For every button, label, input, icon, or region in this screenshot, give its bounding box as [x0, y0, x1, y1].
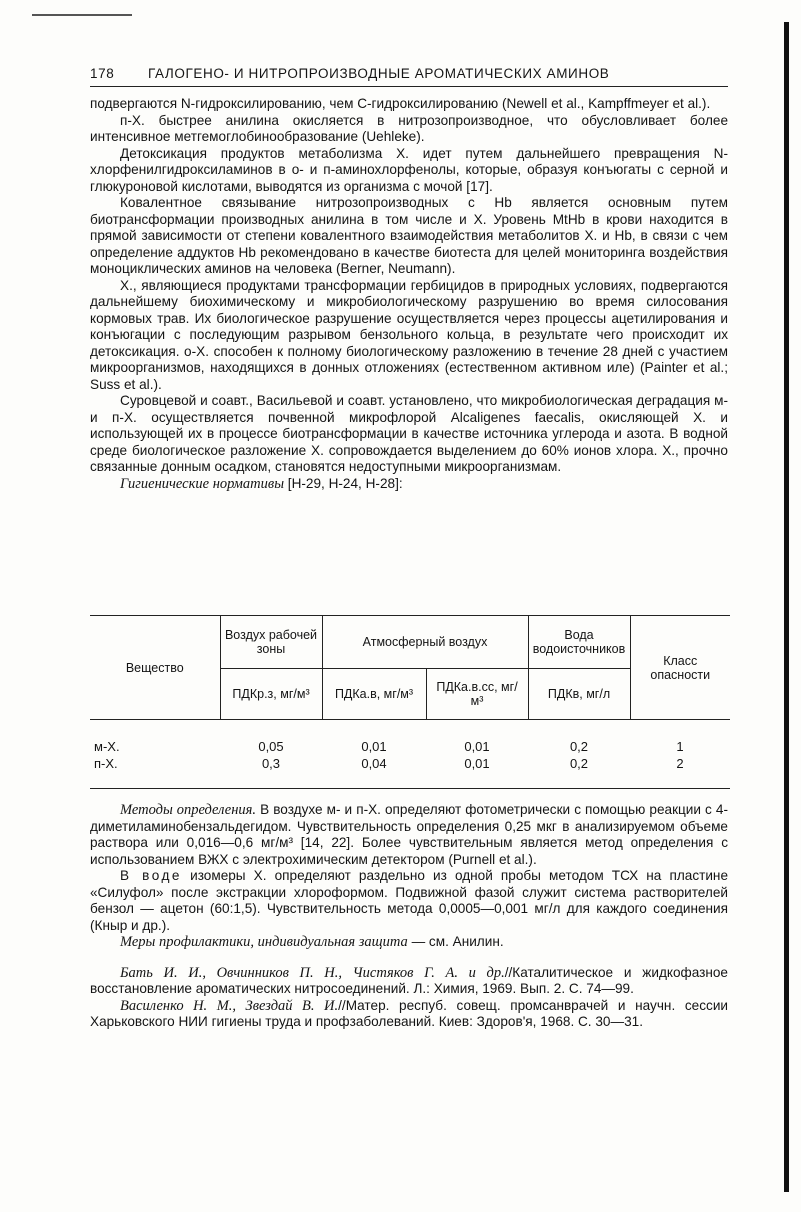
cell-hazard: 2	[630, 755, 730, 789]
norms-refs: [Н-29, Н-24, Н-28]:	[287, 475, 403, 491]
scan-edge-shadow	[784, 22, 789, 1192]
cell-atm-mr: 0,01	[361, 739, 387, 754]
cell-work: 0,05	[258, 739, 284, 754]
cell-work: 0,3	[220, 755, 322, 789]
col-atm-air: Атмосферный воздух	[322, 616, 528, 669]
table-row	[90, 755, 730, 789]
col-substance: Вещество	[90, 616, 220, 720]
reference-item	[90, 965, 728, 998]
paragraph: п-Х. быстрее анилина окисляется в нитрозопроизводное, что обусловливает более интенсивное метгемоглобинообразование (Uehleke).	[90, 112, 728, 144]
running-title: ГАЛОГЕНО- И НИТРОПРОИЗВОДНЫЕ АРОМАТИЧЕСКИХ АМИНОВ	[148, 66, 610, 81]
reference-text: //Каталитическое и жидкофазное восстановление ароматических нитросоединений. Л.: Химия, 1969. Вып. 2. С. 74—99.	[90, 964, 728, 996]
methods-title: Методы определения.	[120, 802, 257, 818]
page-number: 178	[90, 66, 115, 81]
methods-text: В воздухе м- и п-Х. определяют фотометрически с помощью реакции с 4-диметиламинобензальдегидом. Чувствительность определения 0,25 мкг в анализируемом объеме раствора или 0,016—0,6 мг/м³ [14, 22]. Более чувствительным является метод определения с использованием ВЖХ с электрохимическим детектором (Purnell et al.).	[90, 802, 728, 867]
cell-atm-ss: 0,01	[464, 739, 490, 754]
reference-authors: Бать И. И., Овчинников П. Н., Чистяков Г. А. и др.	[120, 964, 505, 981]
water-word: В воде	[120, 868, 182, 883]
cell-water: 0,2	[528, 755, 630, 789]
col-work-air: Воздух рабочей зоны	[220, 616, 322, 669]
cell-atm-mr: 0,04	[322, 755, 426, 789]
cell-substance: м-Х.	[94, 739, 120, 754]
norms-title: Гигиенические нормативы	[120, 475, 285, 492]
col-hazard-class: Класс опасности	[630, 616, 730, 720]
header-rule	[90, 86, 728, 87]
sub-atm-mr: ПДКа.в, мг/м³	[322, 669, 426, 720]
cell-water: 0,2	[569, 739, 589, 754]
cell-substance: п-Х.	[90, 755, 220, 789]
paragraph: подвергаются N-гидроксилированию, чем С-гидроксилированию (Newell et al., Kampffmeyer et al.).	[90, 96, 711, 111]
hygiene-norms-table	[90, 615, 730, 789]
reference-authors: Василенко Н. М., Звездай В. И.	[120, 997, 339, 1014]
prevention-title: Меры профилактики, индивидуальная защита	[120, 934, 408, 950]
sub-water: ПДКв, мг/л	[528, 669, 630, 720]
cell-hazard: 1	[676, 739, 684, 754]
col-water: Вода водоисточников	[528, 616, 630, 669]
paragraph: Х., являющиеся продуктами трансформации гербицидов в природных условиях, подвергаются дальнейшему биохимическому и микробиологическому разрушению во время силосования кормовых трав. Их биологическое разрушение осуществляется через процессы ацетилирования и конъюгации с последующим разрывом бензольного кольца, в результате чего происходит их детоксикация. о-Х. способен к полному биологическому разложению в течение 28 дней с участием микроорганизмов, находящихся в донных отложениях (естественном активном иле) (Painter et al.; Suss et al.).	[90, 277, 728, 392]
running-header	[90, 66, 730, 88]
sub-work: ПДКр.з, мг/м³	[220, 669, 322, 720]
main-text	[90, 96, 728, 492]
norms-heading	[90, 476, 728, 493]
water-paragraph	[90, 868, 728, 934]
reference-text: //Матер. респуб. совещ. промсанврачей и научн. сессии Харьковского НИИ гигиены труда и профзаболеваний. Киев: Здоров'я, 1968. С. 30—31.	[90, 997, 729, 1029]
prevention-paragraph	[90, 934, 728, 951]
paragraph: Суровцевой и соавт., Васильевой и соавт. установлено, что микробиологическая деградация м- и п-Х. осуществляется почвенной микрофлорой Alcaligenes faecalis, окисляющей Х. и использующей их в процессе биотрансформации в качестве источника углерода и азота. В водной среде биологическое разложение Х. сопровождается выделением до 60% ионов хлора. Х., прочно связанные донным осадком, становятся недоступными микроорганизмам.	[90, 393, 728, 474]
paragraph: Детоксикация продуктов метаболизма Х. идет путем дальнейшего превращения N-хлорфенилгидроксиламинов в о- и п-аминохлорфенолы, которые, образуя конъюгаты с серной и глюкуроновой кислотами, выводятся из организма с мочой [17].	[90, 145, 728, 194]
water-text: изомеры Х. определяют раздельно из одной пробы методом ТСХ на пластине «Силуфол» после экстракции хлороформом. Подвижной фазой служит система растворителей бензол — ацетон (60:1,5). Чувствительность метода 0,0005—0,001 мг/л для каждого соединения (Кныр и др.).	[90, 868, 729, 933]
cell-atm-ss: 0,01	[426, 755, 528, 789]
paragraph: Ковалентное связывание нитрозопроизводных с Hb является основным путем биотрансформации производных анилина в том числе и Х. Уровень MtHb в крови находится в прямой зависимости от степени ковалентного взаимодействия метаболитов Х. и Hb, в связи с чем определение аддуктов Hb рекомендовано в качестве биотеста для целей мониторинга воздействия моноциклических аминов на человека (Berner, Neumann).	[90, 195, 728, 276]
prevention-text: — см. Анилин.	[411, 934, 504, 949]
scan-edge-mark	[32, 14, 132, 16]
reference-item	[90, 998, 728, 1031]
sub-atm-ss: ПДКа.в.сс, мг/м³	[426, 669, 528, 720]
methods-paragraph	[90, 802, 728, 868]
methods-section	[90, 802, 728, 1031]
table-row	[90, 720, 730, 756]
